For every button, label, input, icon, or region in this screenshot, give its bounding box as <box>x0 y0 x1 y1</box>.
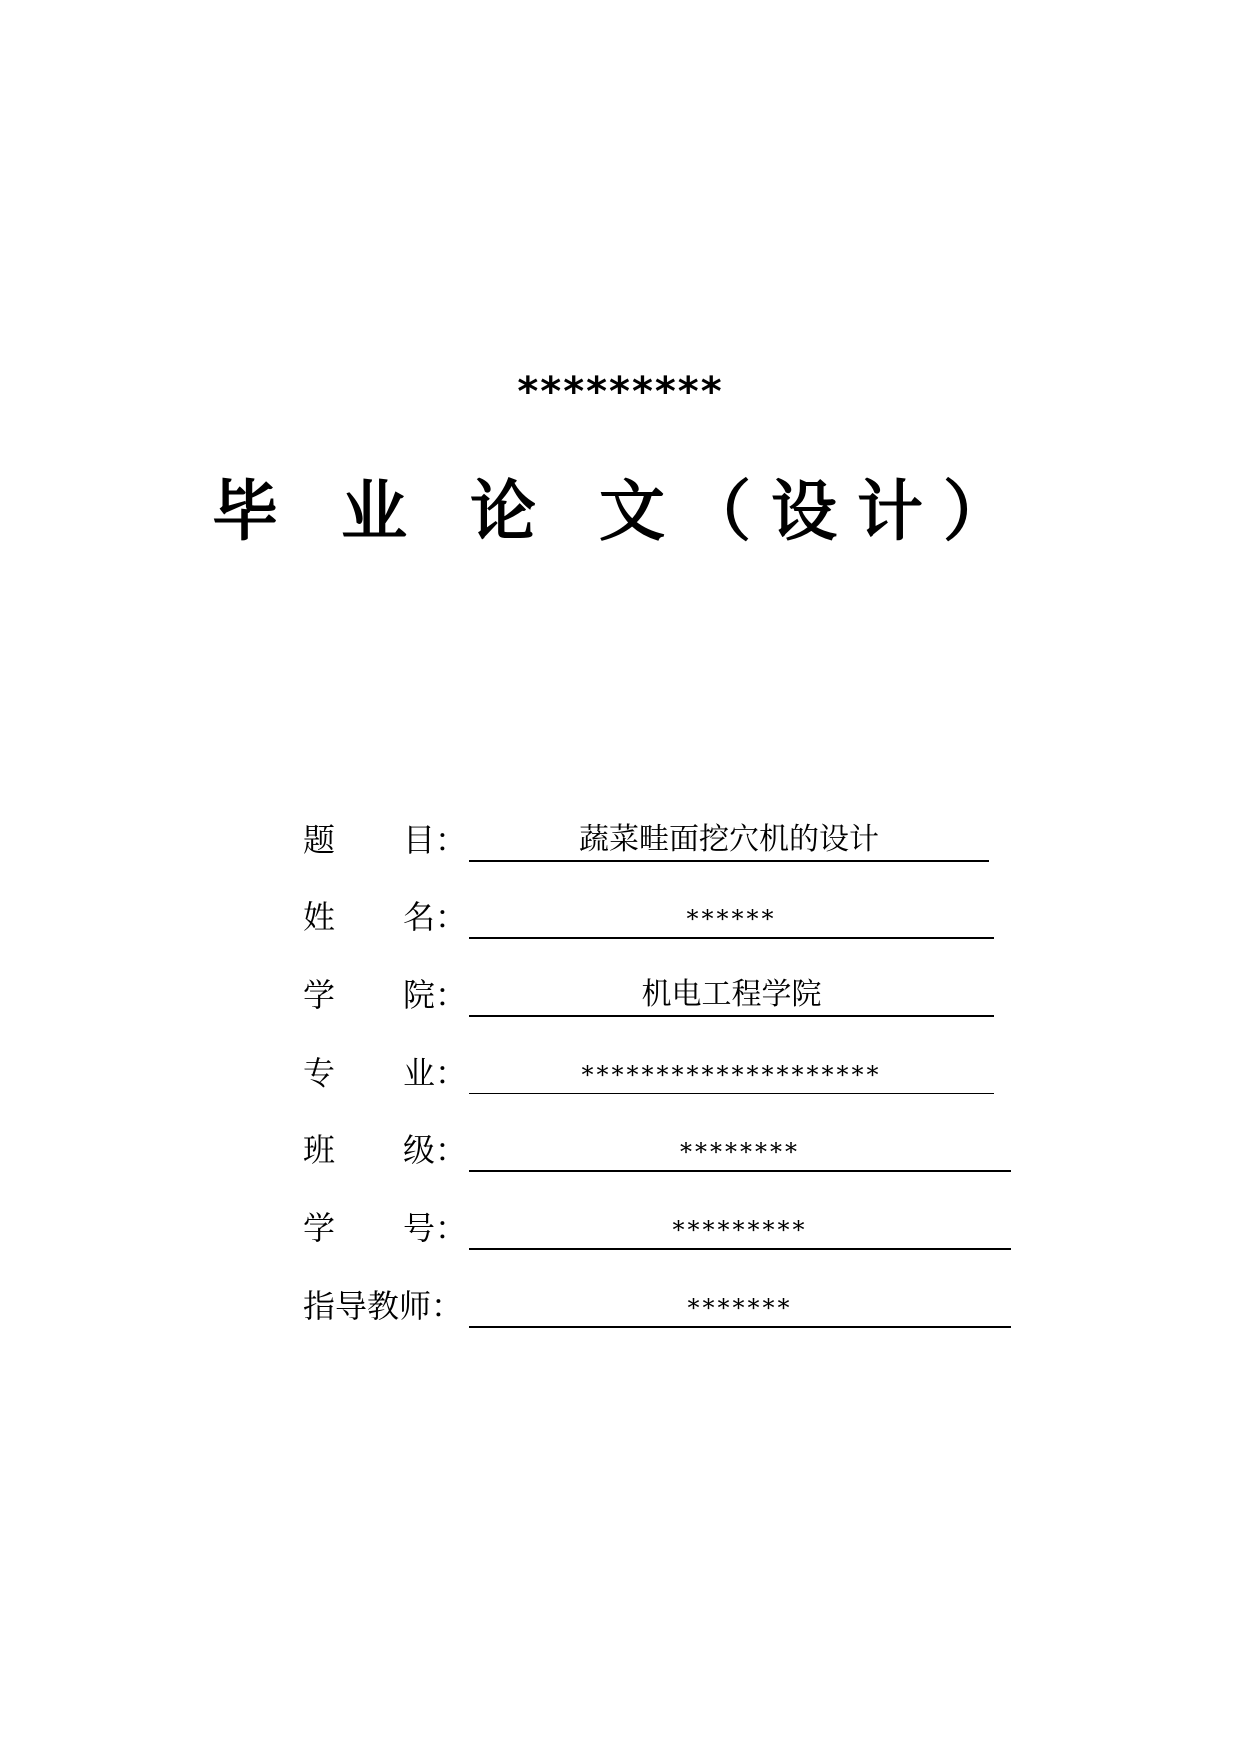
advisor-value: ******* <box>469 1286 1011 1328</box>
college-label-char-2: 院 <box>403 976 436 1014</box>
university-name: ********* <box>517 369 724 415</box>
college-label-char-1: 学 <box>303 976 336 1014</box>
name-label-char-2: 名 <box>403 898 436 936</box>
college-value: 机电工程学院 <box>469 975 994 1017</box>
student-id-label-colon: ： <box>435 1209 468 1247</box>
major-label-char-1: 专 <box>303 1054 336 1092</box>
class-label-colon: ： <box>435 1131 468 1169</box>
college-label <box>303 975 468 1015</box>
advisor-label-text: 指导教师： <box>303 1287 464 1325</box>
name-label <box>303 897 468 937</box>
name-label-char-1: 姓 <box>303 898 336 936</box>
class-label-char-2: 级 <box>403 1131 436 1169</box>
major-label-colon: ： <box>435 1054 468 1092</box>
topic-label-colon: ： <box>435 821 468 859</box>
name-value: ****** <box>469 897 994 939</box>
name-label-colon: ： <box>435 898 468 936</box>
class-label-char-1: 班 <box>303 1131 336 1169</box>
advisor-label <box>303 1286 465 1326</box>
topic-label-char-2: 目 <box>403 821 436 859</box>
college-label-colon: ： <box>435 976 468 1014</box>
student-id-label-char-1: 学 <box>303 1209 336 1247</box>
document-title: 毕 业 论 文（设计） <box>212 472 1029 550</box>
student-id-label-char-2: 号 <box>403 1209 436 1247</box>
topic-label <box>303 820 468 860</box>
student-id-value: ********* <box>469 1208 1011 1250</box>
major-label-char-2: 业 <box>403 1054 436 1092</box>
topic-value: 蔬菜畦面挖穴机的设计 <box>469 820 989 862</box>
major-value: ******************** <box>469 1053 994 1094</box>
class-label <box>303 1130 468 1170</box>
major-label <box>303 1053 468 1093</box>
student-id-label <box>303 1208 468 1248</box>
class-value: ******** <box>469 1130 1011 1172</box>
topic-label-char-1: 题 <box>303 821 336 859</box>
